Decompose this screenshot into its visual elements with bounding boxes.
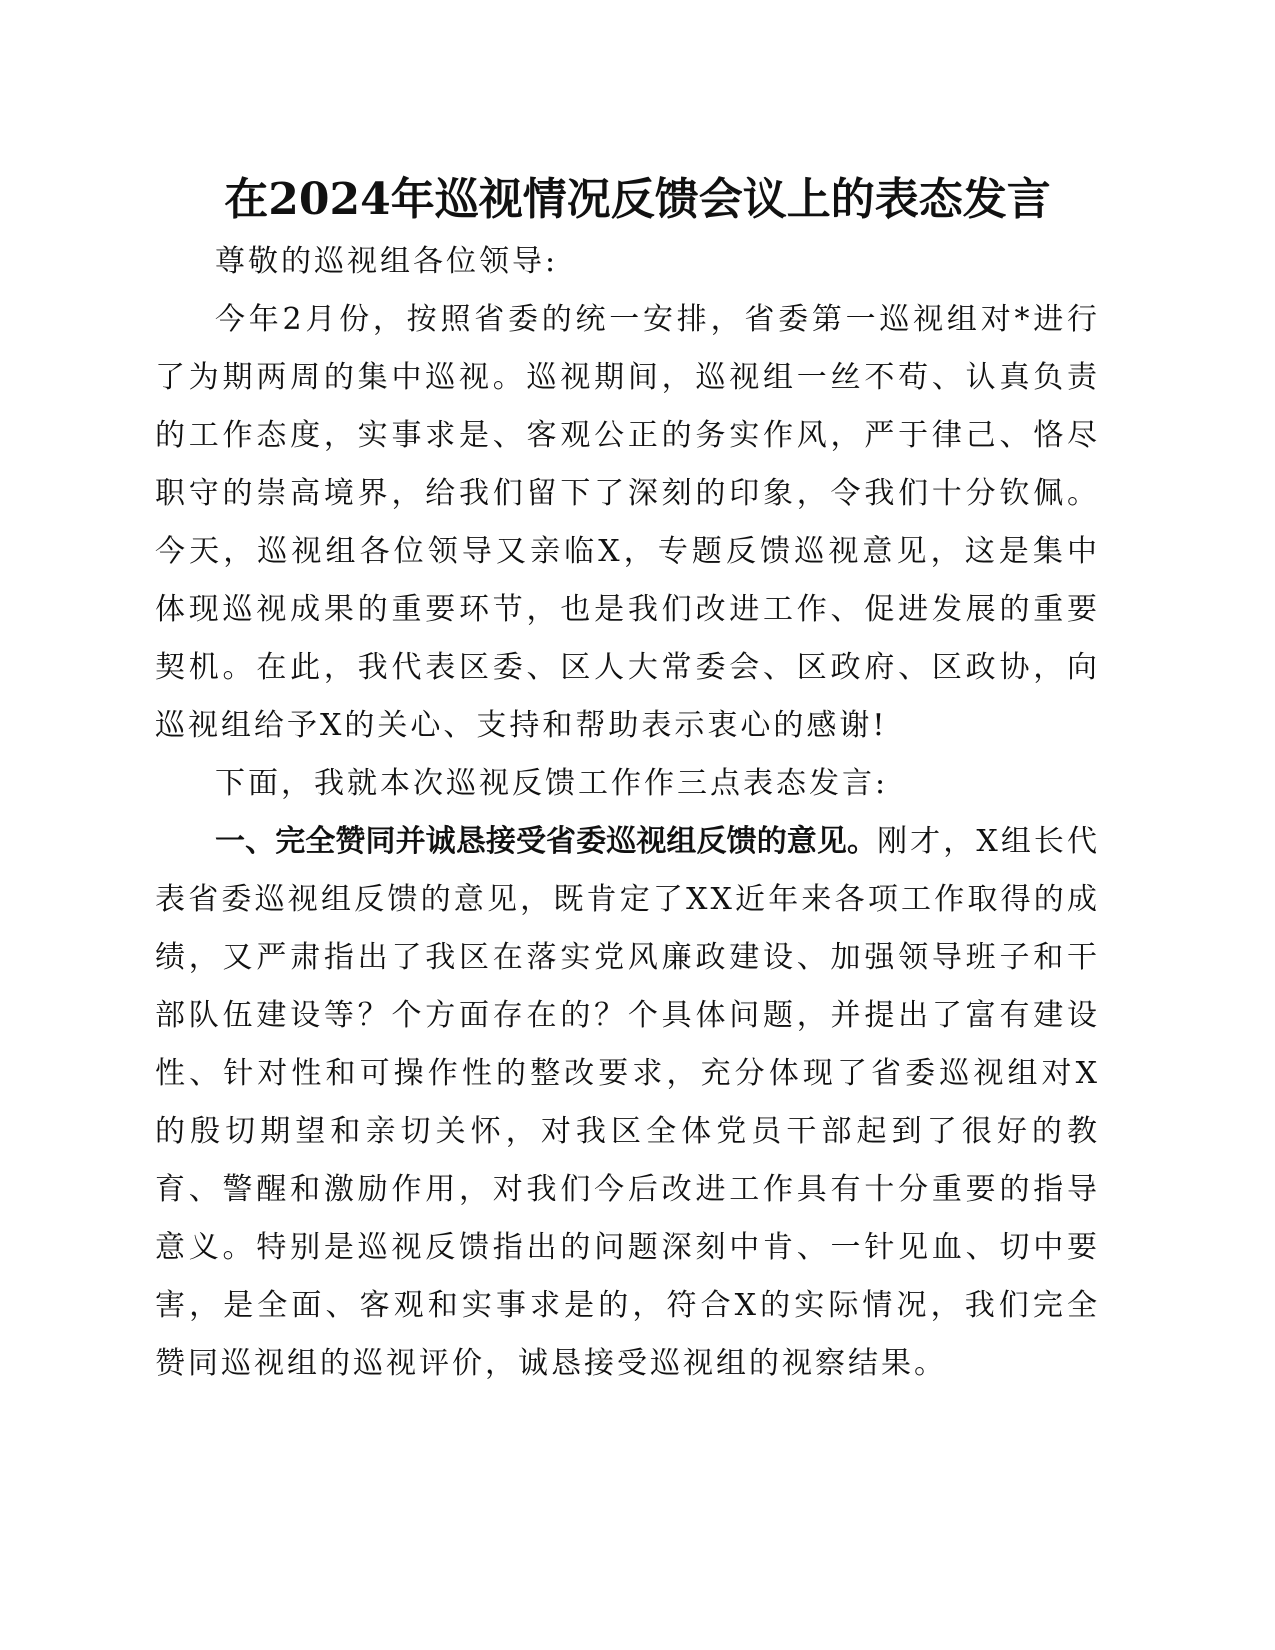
paragraph-intro: 今年2月份，按照省委的统一安排，省委第一巡视组对*进行了为期两周的集中巡视。巡视期间，巡视组一丝不苟、认真负责的工作态度，实事求是、客观公正的务实作风，严于律己、恪尽职守的崇高境界，给我们留下了深刻的印象，令我们十分钦佩。今天，巡视组各位领导又亲临X，专题反馈巡视意见，这是集中体现巡视成果的重要环节，也是我们改进工作、促进发展的重要契机。在此，我代表区委、区人大常委会、区政府、区政协，向巡视组给予X的关心、支持和帮助表示衷心的感谢! (155, 302, 1100, 743)
section-1-paragraph (155, 813, 1100, 1393)
paragraph-transition: 下面，我就本次巡视反馈工作作三点表态发言: (215, 766, 889, 801)
section-1-text: 刚才，X组长代表省委巡视组反馈的意见，既肯定了XX近年来各项工作取得的成绩，又严肃指出了我区在落实党风廉政建设、加强领导班子和干部队伍建设等？个方面存在的？个具体问题，并提出了富有建设性、针对性和可操作性的整改要求，充分体现了省委巡视组对X的殷切期望和亲切关怀，对我区全体党员干部起到了很好的教育、警醒和激励作用，对我们今后改进工作具有十分重要的指导意义。特别是巡视反馈指出的问题深刻中肯、一针见血、切中要害，是全面、客观和实事求是的，符合X的实际情况，我们完全赞同巡视组的巡视评价，诚恳接受巡视组的视察结果。 (155, 824, 1101, 1381)
section-1-heading: 一、完全赞同并诚恳接受省委巡视组反馈的意见。 (215, 824, 878, 859)
document-title: 在2024年巡视情况反馈会议上的表态发言 (224, 174, 1051, 225)
document-body (155, 233, 1100, 1393)
salutation: 尊敬的巡视组各位领导: (215, 244, 559, 279)
